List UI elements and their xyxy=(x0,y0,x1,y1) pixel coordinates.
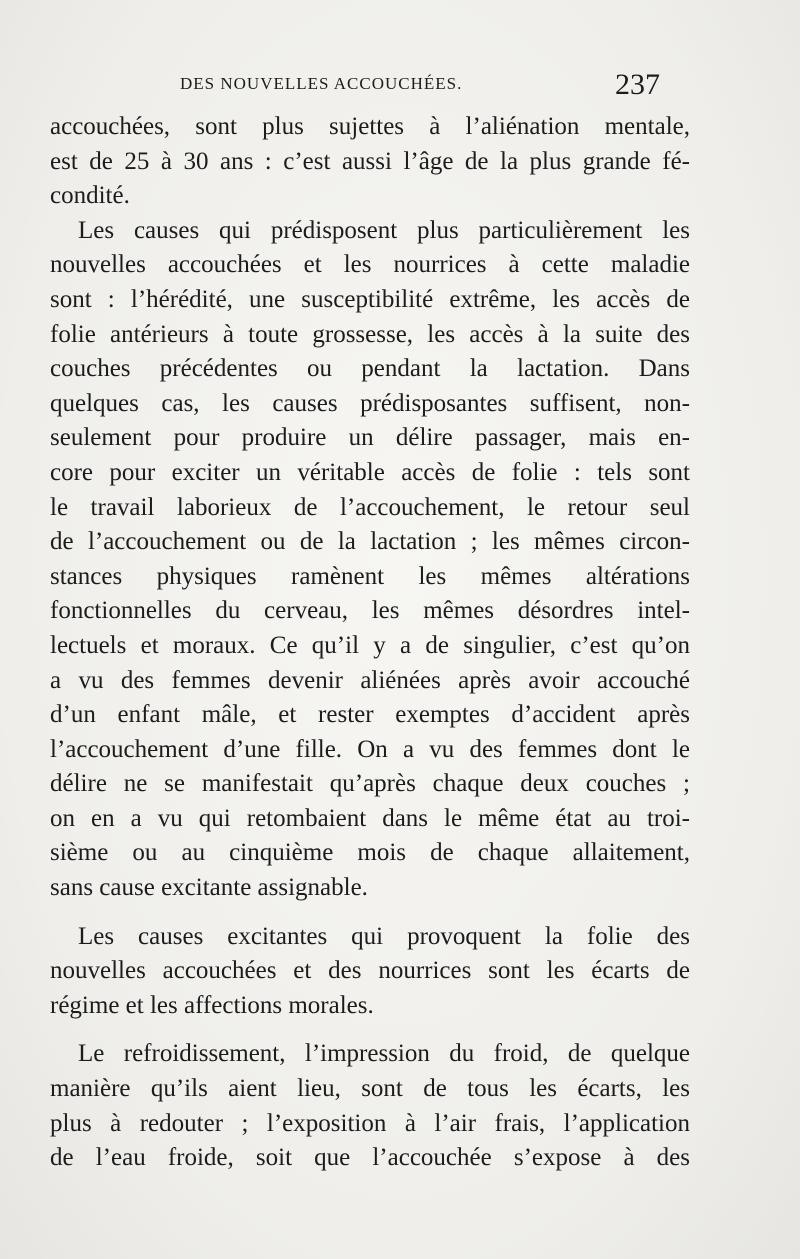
text-line: fonctionnelles du cerveau, les mêmes désordres intel- xyxy=(50,597,690,625)
text-line: a vu des femmes devenir aliénées après avoir accouché xyxy=(50,666,690,694)
text-line: seulement pour produire un délire passager, mais en- xyxy=(50,424,690,452)
text-line: folie antérieurs à toute grossesse, les accès à la suite des xyxy=(50,320,690,348)
text-line: Le refroidissement, l’impression du froid, de quelque xyxy=(78,1040,690,1068)
text-line: sième ou au cinquième mois de chaque allaitement, xyxy=(50,839,690,867)
text-line: accouchées, sont plus sujettes à l’aliénation mentale, xyxy=(50,113,690,140)
text-line: est de 25 à 30 ans : c’est aussi l’âge de la plus grande fé- xyxy=(50,147,690,175)
text-line: quelques cas, les causes prédisposantes suffisent, non- xyxy=(50,389,690,417)
text-line: lectuels et moraux. Ce qu’il y a de singulier, c’est qu’on xyxy=(50,631,690,659)
text-line: nouvelles accouchées et des nourrices sont les écarts de xyxy=(50,957,690,985)
text-line: l’accouchement d’une fille. On a vu des femmes dont le xyxy=(50,735,690,763)
text-line: plus à redouter ; l’exposition à l’air frais, l’application xyxy=(50,1109,690,1137)
text-line: régime et les affections morales. xyxy=(50,991,374,1019)
text-line: le travail laborieux de l’accouchement, le retour seul xyxy=(50,493,690,521)
text-line: manière qu’ils aient lieu, sont de tous les écarts, les xyxy=(50,1075,690,1103)
text-line: délire ne se manifestait qu’après chaque deux couches ; xyxy=(50,770,690,798)
text-line: sans cause excitante assignable. xyxy=(50,874,368,902)
text-line: de l’eau froide, soit que l’accouchée s’expose à des xyxy=(50,1144,690,1172)
text-line: Les causes excitantes qui provoquent la folie des xyxy=(78,922,690,950)
page-header xyxy=(180,68,660,108)
text-line: condité. xyxy=(50,182,130,210)
text-line: core pour exciter un véritable accès de folie : tels sont xyxy=(50,458,690,486)
text-line: de l’accouchement ou de la lactation ; les mêmes circon- xyxy=(50,528,690,556)
text-line: d’un enfant mâle, et rester exemptes d’accident après xyxy=(50,701,690,729)
body-text xyxy=(50,110,690,1176)
text-line: stances physiques ramènent les mêmes altérations xyxy=(50,562,690,590)
text-line: nouvelles accouchées et les nourrices à cette maladie xyxy=(50,251,690,279)
running-title: DES NOUVELLES ACCOUCHÉES. xyxy=(180,74,463,93)
text-line: Les causes qui prédisposent plus particulièrement les xyxy=(78,216,690,244)
text-line: on en a vu qui retombaient dans le même état au troi- xyxy=(50,804,690,832)
text-line: couches précédentes ou pendant la lactation. Dans xyxy=(50,355,690,383)
text-line: sont : l’hérédité, une susceptibilité extrême, les accès de xyxy=(50,285,690,313)
page-number: 237 xyxy=(615,68,660,101)
